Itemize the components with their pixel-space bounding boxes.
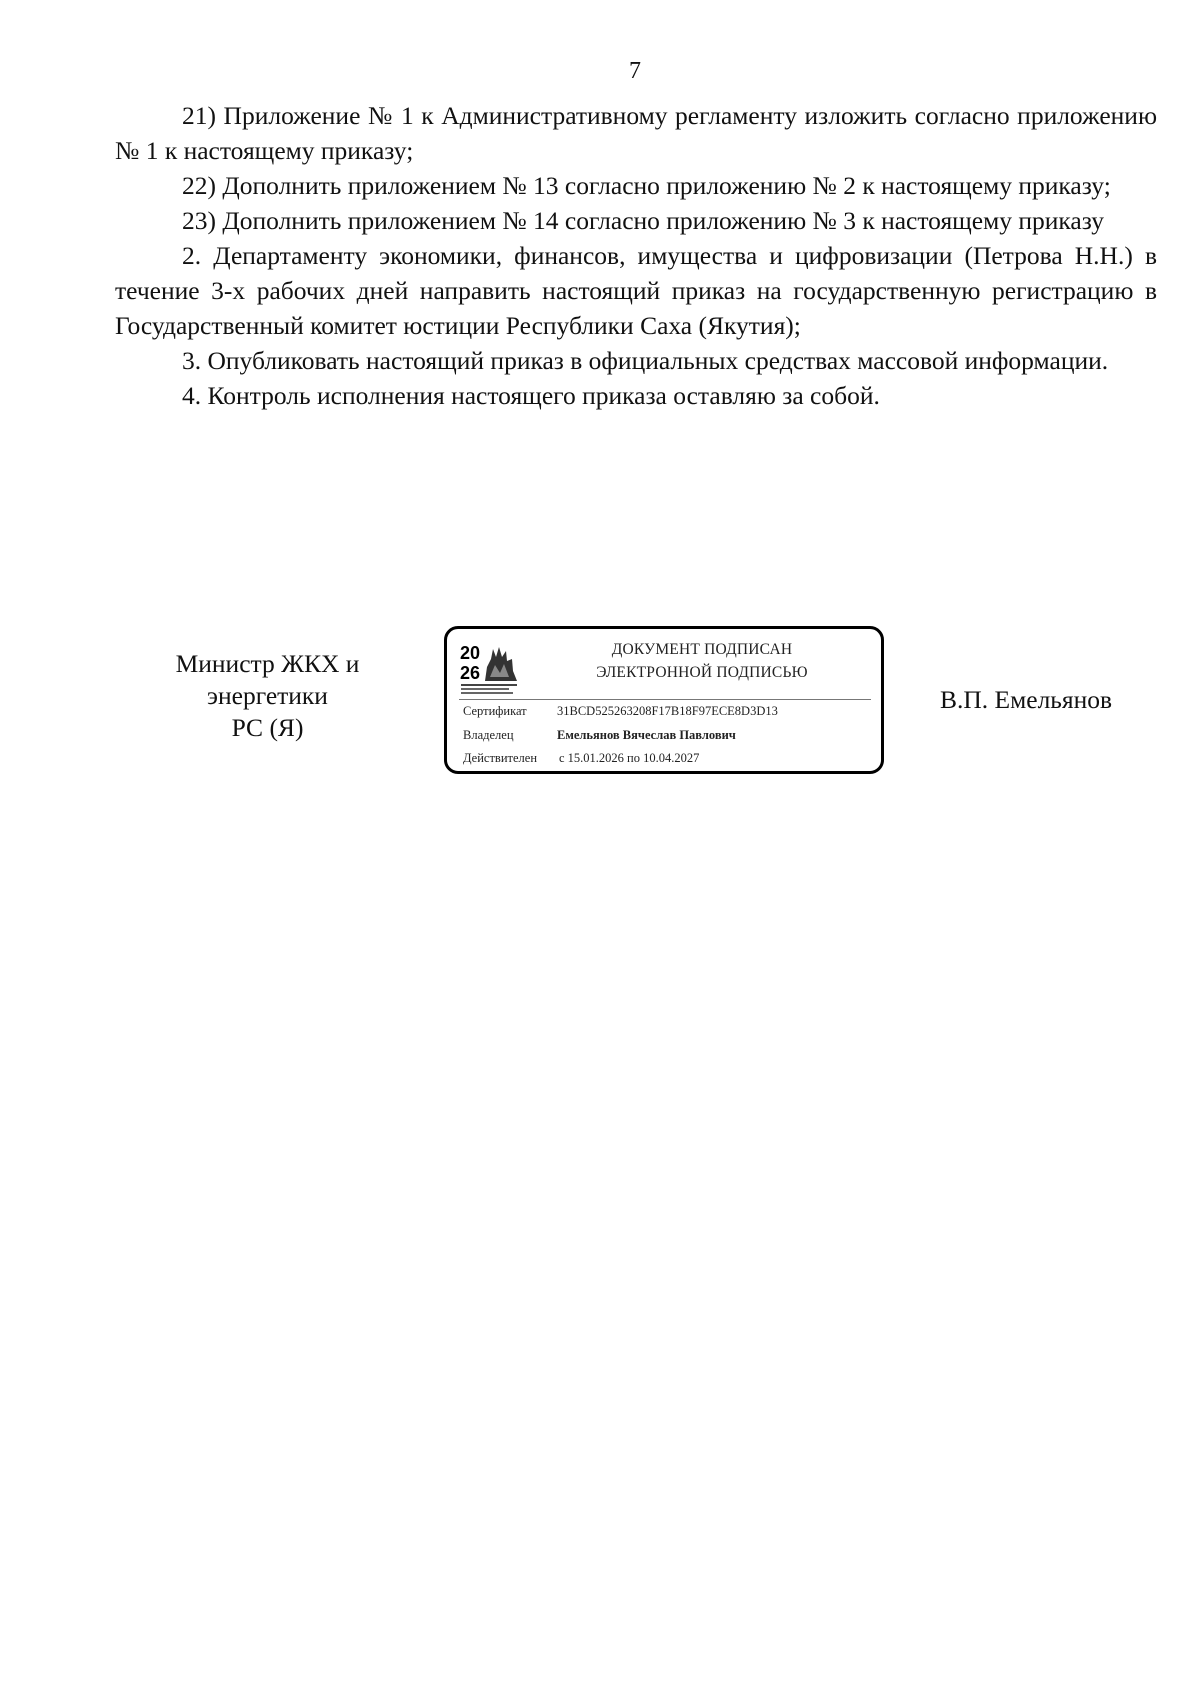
validity-value: с 15.01.2026 по 10.04.2027 (559, 751, 700, 765)
paragraph-clause-2: 2. Департаменту экономики, финансов, имущества и цифровизации (Петрова Н.Н.) в течение 3-х рабочих дней направить настоящий приказ на государственную регистрацию в Государственный комитет юстиции Республики Саха (Якутия); (115, 241, 1157, 340)
paragraph-item-23: 23) Дополнить приложением № 14 согласно приложению № 3 к настоящему приказу (182, 206, 1105, 235)
certificate-label: Сертификат (463, 704, 527, 718)
signatory-position-line: Министр ЖКХ и (175, 649, 360, 678)
emblem-year-top: 20 (460, 643, 481, 663)
page-number: 7 (629, 58, 641, 84)
stamp-certificate-row (463, 704, 778, 719)
signatory-position-line: РС (Я) (231, 713, 304, 742)
signatory-name: В.П. Емельянов (940, 685, 1113, 714)
stamp-title (527, 638, 877, 684)
stamp-divider (459, 699, 871, 700)
validity-label: Действителен (463, 751, 538, 765)
electronic-signature-stamp (444, 626, 884, 774)
paragraph-item-22: 22) Дополнить приложением № 13 согласно приложению № 2 к настоящему приказу; (182, 171, 1111, 200)
stamp-title-line: ЭЛЕКТРОННОЙ ПОДПИСЬЮ (596, 664, 808, 681)
paragraph-item-21: 21) Приложение № 1 к Административному регламенту изложить согласно приложению № 1 к настоящему приказу; (115, 101, 1157, 165)
certificate-value: 31BCD525263208F17B18F97ECE8D3D13 (557, 704, 778, 718)
stamp-title-line: ДОКУМЕНТ ПОДПИСАН (611, 641, 793, 658)
stamp-validity-row (463, 751, 699, 766)
owner-label: Владелец (463, 728, 514, 742)
document-body (115, 98, 1157, 413)
paragraph-clause-4: 4. Контроль исполнения настоящего приказа оставляю за собой. (182, 381, 880, 410)
paragraph-clause-3: 3. Опубликовать настоящий приказ в официальных средствах массовой информации. (182, 346, 1109, 375)
anniversary-emblem-icon (457, 637, 521, 697)
signatory-position (160, 648, 375, 744)
signatory-position-line: энергетики (207, 681, 328, 710)
owner-value: Емельянов Вячеслав Павлович (557, 728, 736, 742)
emblem-year-bottom: 26 (460, 663, 481, 683)
stamp-owner-row (463, 728, 736, 743)
